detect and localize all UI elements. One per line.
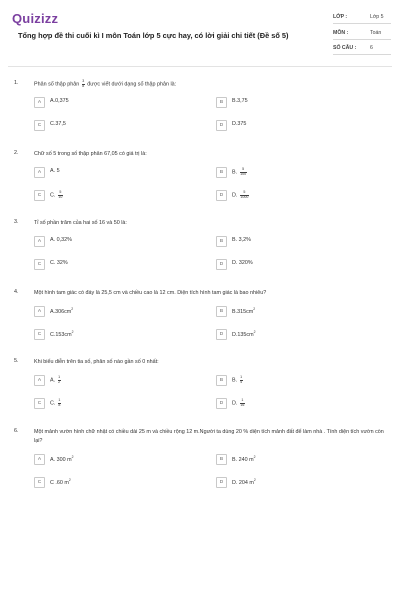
option-letter-box: C xyxy=(34,259,45,270)
option-text xyxy=(50,191,64,200)
fraction xyxy=(240,399,245,408)
option-text xyxy=(50,455,73,463)
option-letter-box: D xyxy=(216,259,227,270)
option-d[interactable] xyxy=(216,329,366,341)
option-letter-box: D xyxy=(216,329,227,340)
option-c[interactable] xyxy=(34,398,184,410)
option-text xyxy=(232,191,250,200)
info-value: Lớp 5 xyxy=(370,14,384,20)
question-text: Một mảnh vườn hình chữ nhật có chiều dài 25 m và chiều rộng 12 m.Người ta dùng 20 % diện tích mảnh đất để làm nhà . Tính diện tích vườn còn lại? xyxy=(34,429,384,444)
option-letter-box: B xyxy=(216,306,227,317)
option-label: D.375 xyxy=(232,121,247,127)
option-b[interactable] xyxy=(216,454,366,466)
question-number: 5. xyxy=(14,358,19,364)
question-number: 1. xyxy=(14,80,19,86)
question-text: Tỉ số phần trăm của hai số 16 và 50 là: xyxy=(34,220,127,226)
fraction-denominator: 8 xyxy=(58,402,61,407)
info-key: LỚP : xyxy=(333,14,348,20)
option-letter-box: C xyxy=(34,329,45,340)
option-letter-box: A xyxy=(34,375,45,386)
unit-exponent: 2 xyxy=(71,307,74,311)
option-a[interactable] xyxy=(34,375,184,387)
option-letter-box: D xyxy=(216,477,227,488)
option-label: D. xyxy=(232,400,239,407)
option-label: C. xyxy=(50,192,57,199)
info-key: SỐ CÂU : xyxy=(333,45,357,51)
option-label: C.37,5 xyxy=(50,121,66,127)
option-label: A.306cm xyxy=(50,308,72,315)
option-c[interactable] xyxy=(34,259,184,271)
question-text-part: Phân số thập phân xyxy=(34,81,81,88)
unit-exponent: 2 xyxy=(253,330,256,334)
option-label: A. 300 m xyxy=(50,456,72,463)
option-d[interactable] xyxy=(216,477,366,489)
option-text xyxy=(50,98,69,104)
quizizz-logo: Quizizz xyxy=(12,11,59,26)
option-text xyxy=(50,376,62,385)
option-text xyxy=(50,168,60,174)
option-a[interactable] xyxy=(34,236,184,248)
option-label: B.315cm xyxy=(232,308,254,315)
option-d[interactable] xyxy=(216,190,366,202)
unit-exponent: 2 xyxy=(71,455,74,459)
option-b[interactable] xyxy=(216,306,366,318)
option-label: B. 3,2% xyxy=(232,237,251,243)
option-label: C .60 m xyxy=(50,479,69,486)
option-a[interactable] xyxy=(34,167,184,179)
question-number: 3. xyxy=(14,219,19,225)
option-label: B.3,75 xyxy=(232,98,248,104)
option-label: B. xyxy=(232,169,239,176)
option-label: C. xyxy=(50,400,57,407)
option-text xyxy=(232,455,255,463)
info-value: Toán xyxy=(370,30,382,36)
option-text xyxy=(50,478,71,486)
question-number: 2. xyxy=(14,150,19,156)
fraction xyxy=(240,168,247,177)
fraction xyxy=(58,376,61,385)
question-text: Chữ số 5 trong số thập phân 67,05 có giá trị là: xyxy=(34,151,147,157)
option-label: D. 320% xyxy=(232,260,253,266)
option-letter-box: B xyxy=(216,375,227,386)
unit-exponent: 2 xyxy=(71,330,74,334)
info-divider xyxy=(333,54,391,55)
option-letter-box: A xyxy=(34,454,45,465)
option-text xyxy=(50,237,72,243)
option-text xyxy=(232,237,251,243)
fraction-numerator: 1 xyxy=(58,375,61,379)
option-text xyxy=(50,307,73,315)
option-text xyxy=(232,168,248,177)
option-d[interactable] xyxy=(216,120,366,132)
option-text xyxy=(232,399,246,408)
fraction-numerator: 5 xyxy=(240,168,247,173)
option-label: D. xyxy=(232,192,239,199)
option-b[interactable] xyxy=(216,236,366,248)
fraction-numerator: 1 xyxy=(240,375,243,379)
option-d[interactable] xyxy=(216,398,366,410)
option-b[interactable] xyxy=(216,167,366,179)
info-key: MÔN : xyxy=(333,30,349,36)
fraction-denominator: 4 xyxy=(240,379,243,384)
fraction xyxy=(58,399,61,408)
info-value: 6 xyxy=(370,45,373,51)
option-c[interactable] xyxy=(34,120,184,132)
question-text xyxy=(34,80,390,90)
question-text: Khi biểu diễn trên tia số, phân số nào gần số 0 nhất: xyxy=(34,359,159,365)
option-label: D. 204 m xyxy=(232,479,254,486)
option-text xyxy=(232,478,256,486)
info-divider xyxy=(333,39,391,40)
option-text xyxy=(232,330,255,338)
option-c[interactable] xyxy=(34,477,184,489)
fraction xyxy=(58,191,63,200)
fraction xyxy=(240,191,249,200)
fraction-numerator: 5 xyxy=(59,190,62,194)
option-letter-box: A xyxy=(34,306,45,317)
option-a[interactable] xyxy=(34,97,184,109)
option-letter-box: D xyxy=(216,398,227,409)
question-text-part: được viết dưới dạng số thập phân là: xyxy=(85,81,177,88)
option-c[interactable] xyxy=(34,329,184,341)
option-b[interactable] xyxy=(216,97,366,109)
question-text: Một hình tam giác có đáy là 25,5 cm và chiều cao là 12 cm. Diện tích hình tam giác là bao nhiêu? xyxy=(34,290,267,296)
fraction-denominator: 2 xyxy=(58,379,61,384)
option-text xyxy=(232,307,255,315)
option-d[interactable] xyxy=(216,259,366,271)
option-letter-box: A xyxy=(34,236,45,247)
unit-exponent: 2 xyxy=(253,307,256,311)
option-letter-box: A xyxy=(34,97,45,108)
fraction-numerator: 1 xyxy=(58,398,61,402)
option-label: B. xyxy=(232,377,239,384)
unit-exponent: 2 xyxy=(253,478,256,482)
fraction-numerator: 1 xyxy=(241,398,244,402)
worksheet-title: Tổng hợp đề thi cuối kì I môn Toán lớp 5 cực hay, có lời giải chi tiết (Đề số 5) xyxy=(18,31,289,40)
worksheet-header xyxy=(0,0,400,62)
option-text xyxy=(50,260,68,266)
option-text xyxy=(50,330,73,338)
option-text xyxy=(50,121,66,127)
unit-exponent: 2 xyxy=(253,455,256,459)
question-number: 4. xyxy=(14,289,19,295)
unit-exponent: 2 xyxy=(68,478,71,482)
option-label: C. 32% xyxy=(50,260,68,266)
option-text xyxy=(50,399,62,408)
fraction-denominator: 1000 xyxy=(240,194,249,199)
option-letter-box: A xyxy=(34,167,45,178)
option-letter-box: B xyxy=(216,454,227,465)
option-label: A. xyxy=(50,377,57,384)
option-text xyxy=(232,376,244,385)
info-divider xyxy=(333,23,391,24)
fraction-denominator: 16 xyxy=(240,402,245,407)
fraction xyxy=(82,80,85,89)
fraction-denominator: 10 xyxy=(58,194,63,199)
option-label: A. 5 xyxy=(50,168,60,174)
option-text xyxy=(232,121,246,127)
option-c[interactable] xyxy=(34,190,184,202)
option-letter-box: B xyxy=(216,236,227,247)
option-text xyxy=(232,98,248,104)
option-b[interactable] xyxy=(216,375,366,387)
fraction-numerator: 3 xyxy=(82,79,85,83)
fraction-numerator: 5 xyxy=(240,191,249,196)
option-letter-box: C xyxy=(34,190,45,201)
option-label: A.0,375 xyxy=(50,98,69,104)
option-label: D.135cm xyxy=(232,331,254,338)
option-letter-box: C xyxy=(34,120,45,131)
option-text xyxy=(232,260,253,266)
option-a[interactable] xyxy=(34,306,184,318)
option-letter-box: C xyxy=(34,477,45,488)
fraction-denominator: 8 xyxy=(82,83,85,88)
option-label: C.153cm xyxy=(50,331,72,338)
fraction-denominator: 100 xyxy=(240,171,247,176)
option-label: B. 240 m xyxy=(232,456,254,463)
option-a[interactable] xyxy=(34,454,184,466)
option-letter-box: D xyxy=(216,190,227,201)
option-letter-box: B xyxy=(216,97,227,108)
option-label: A. 0,32% xyxy=(50,237,72,243)
header-divider xyxy=(8,66,392,67)
option-letter-box: C xyxy=(34,398,45,409)
option-letter-box: B xyxy=(216,167,227,178)
fraction xyxy=(240,376,243,385)
question-number: 6. xyxy=(14,428,19,434)
option-letter-box: D xyxy=(216,120,227,131)
